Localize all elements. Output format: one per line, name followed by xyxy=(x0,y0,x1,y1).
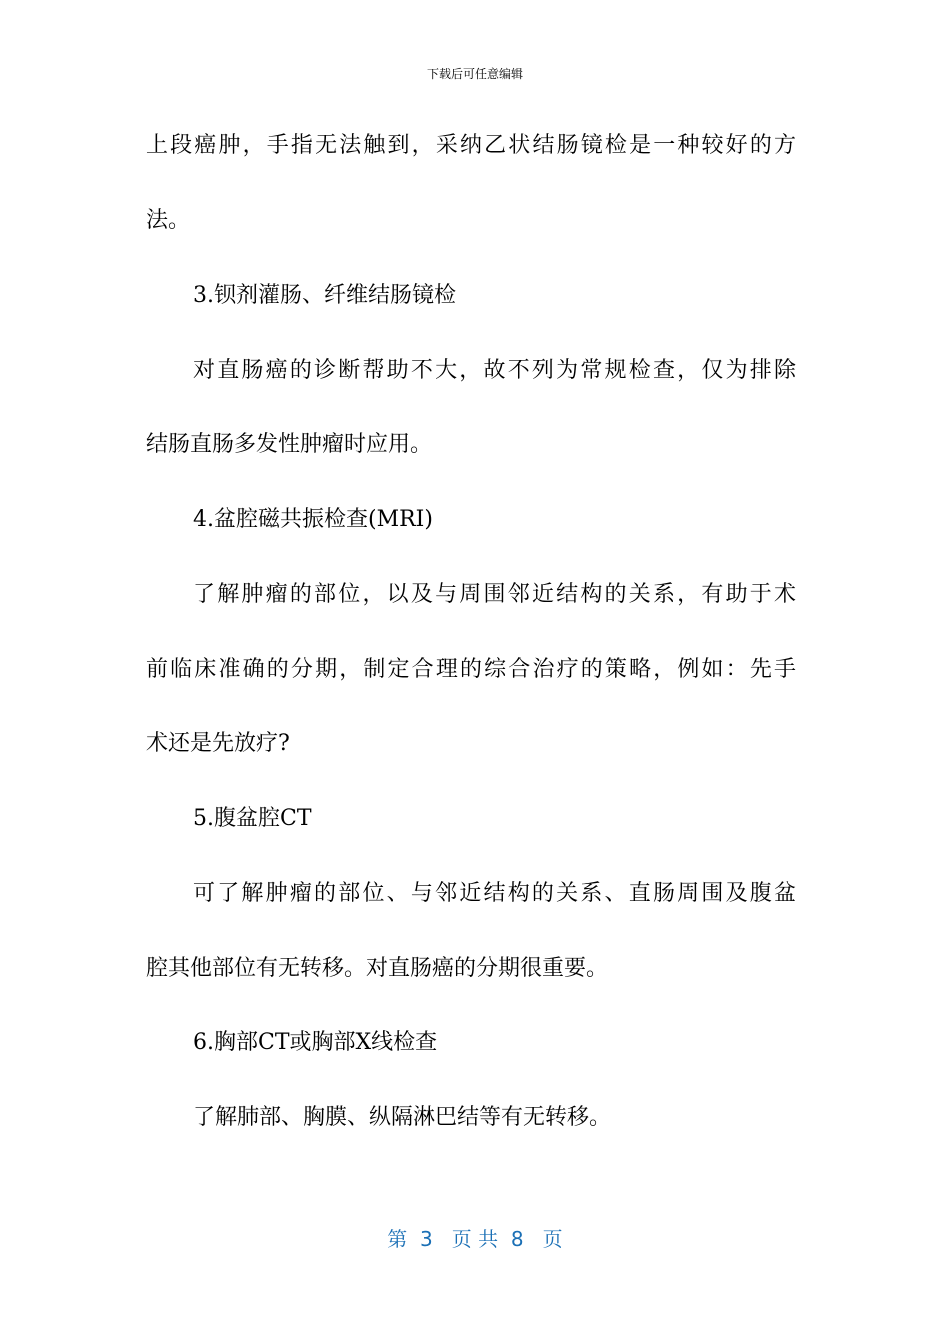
page-number-footer: 第 3 页 共 8 页 xyxy=(387,1227,563,1251)
paragraph-line: 上段癌肿，手指无法触到，采纳乙状结肠镜检是一种较好的方 xyxy=(146,133,796,158)
section-heading: 3.钡剂灌肠、纤维结肠镜检 xyxy=(193,283,456,308)
paragraph-line: 可了解肿瘤的部位、与邻近结构的关系、直肠周围及腹盆 xyxy=(193,881,796,906)
paragraph-line: 对直肠癌的诊断帮助不大，故不列为常规检查，仅为排除 xyxy=(193,358,796,383)
paragraph-line: 了解肿瘤的部位，以及与周围邻近结构的关系，有助于术 xyxy=(193,582,796,607)
page-header: 下载后可任意编辑 xyxy=(426,67,523,81)
paragraph-line: 术还是先放疗? xyxy=(146,731,290,756)
section-heading: 5.腹盆腔CT xyxy=(193,806,312,831)
paragraph-line: 法。 xyxy=(146,208,191,233)
paragraph-line: 腔其他部位有无转移。对直肠癌的分期很重要。 xyxy=(146,956,609,981)
section-heading: 4.盆腔磁共振检查(MRI) xyxy=(193,507,433,532)
paragraph-line: 了解肺部、胸膜、纵隔淋巴结等有无转移。 xyxy=(193,1105,612,1130)
paragraph-line: 结肠直肠多发性肿瘤时应用。 xyxy=(146,432,433,457)
section-heading: 6.胸部CT或胸部X线检查 xyxy=(193,1030,438,1055)
paragraph-line: 前临床准确的分期，制定合理的综合治疗的策略，例如：先手 xyxy=(146,657,796,682)
